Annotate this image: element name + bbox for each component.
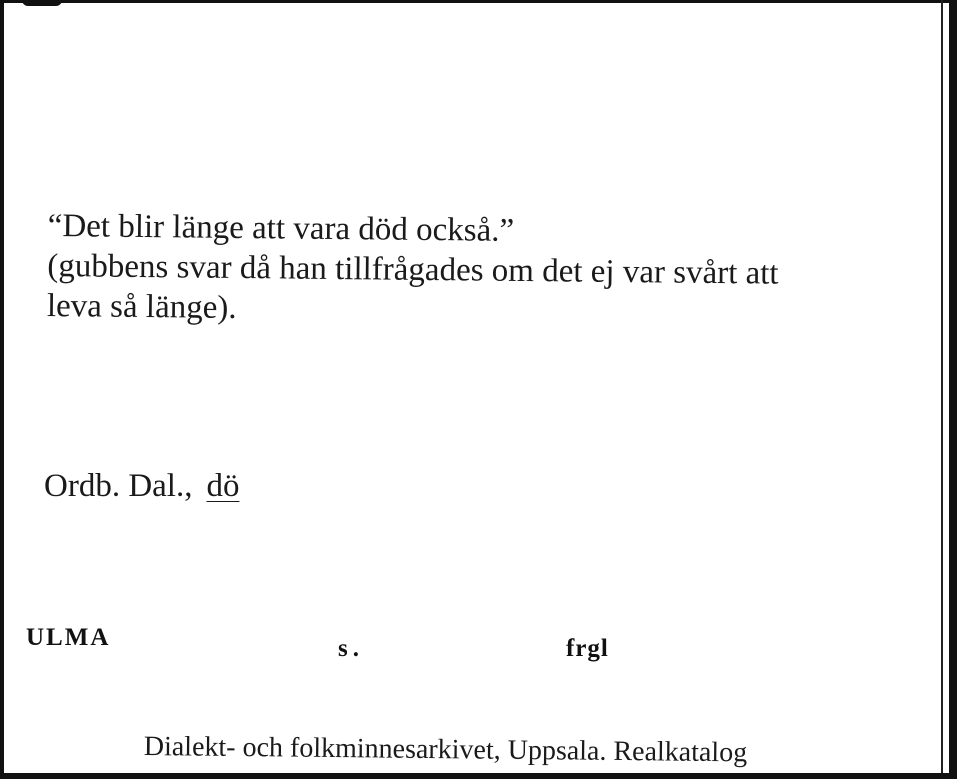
reference-headword: dö [206, 468, 240, 504]
card-bottom-border [0, 773, 957, 779]
card-top-border [0, 0, 957, 3]
category-code: frgl [566, 635, 609, 662]
reference-source: Ordb. Dal., [44, 468, 193, 504]
card-right-border [949, 0, 957, 779]
quote-line: “Det blir länge att vara död också.” [47, 207, 515, 249]
card-corner-mark [22, 0, 62, 6]
quote-line: (gubbens svar då han tillfrågades om det ej var svårt att [47, 247, 779, 292]
quote-line: leva så länge). [46, 287, 237, 326]
dictionary-reference [44, 466, 239, 506]
card-left-border [0, 0, 4, 779]
archive-code: ULMA [26, 624, 111, 651]
quote-block [47, 206, 888, 335]
card-right-inner-line [941, 0, 943, 779]
archive-footer: Dialekt- och folkminnesarkivet, Uppsala. Realkatalog [143, 730, 748, 769]
section-code: s. [338, 635, 364, 662]
